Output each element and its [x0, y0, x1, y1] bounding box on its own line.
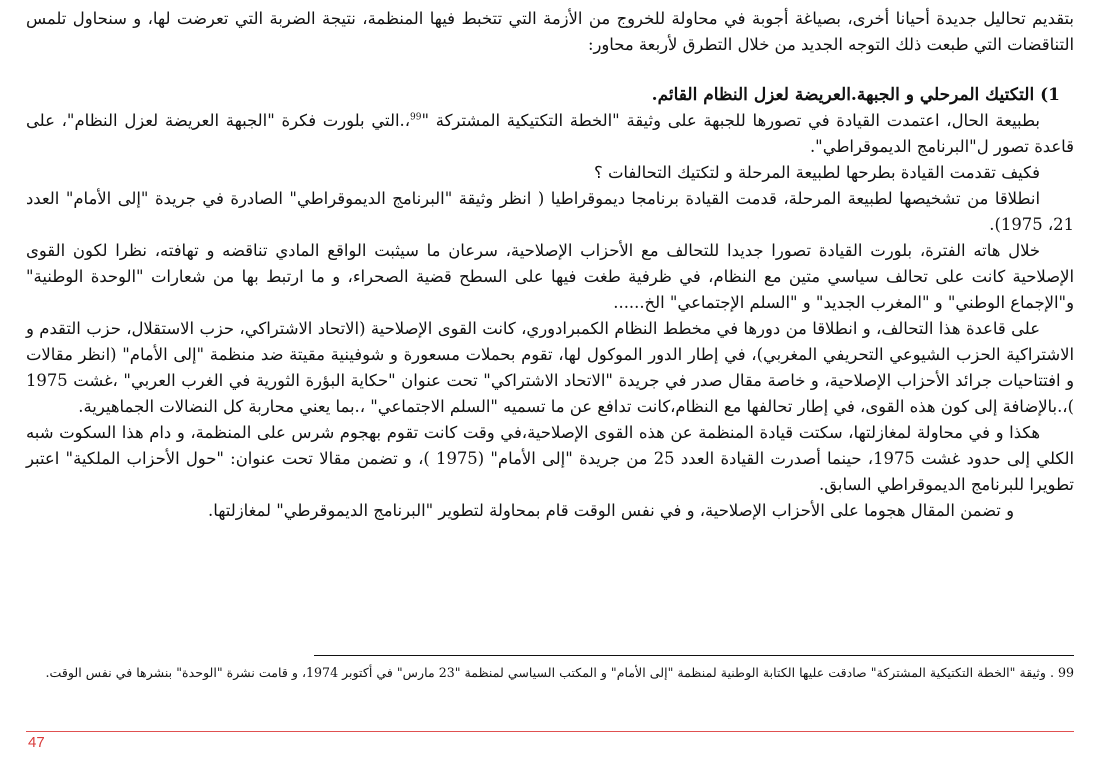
paragraph-strategy: [26, 108, 1074, 160]
footnote-99: 99 . وثيقة "الخطة التكتيكية المشتركة" صادقت عليها الكتابة الوطنية لمنظمة "إلى الأمام" و المكتب السياسي لمنظمة "23 مارس" في أكتوبر 1974، و قامت نشرة "الوحدة" بنشرها في نفس الوقت.: [45, 665, 1074, 680]
paragraph-reformist-forces: على قاعدة هذا التحالف، و انطلاقا من دورها في مخطط النظام الكمبرادوري، كانت القوى الإصلاحية (الاتحاد الاشتراكي، حزب الاستقلال، حزب التقدم و الاشتراكية الحزب الشيوعي التحريفي المغربي)، في إطار الدور الموكول لها، تقوم بحملات مسعورة و شوفينية مقيتة ضد منظمة "إلى الأمام" (انظر مقالات و افتتاحيات جرائد الأحزاب الإصلاحية، و خاصة مقال صدر في جريدة "الاتحاد الاشتراكي" تحت عنوان "حكاية البؤرة الثورية في الغرب العربي" ،غشت 1975 )،.بالإضافة إلى كون هذه القوى، في إطار تحالفها مع النظام،كانت تدافع عن ما تسميه "السلم الاجتماعي" ،.بما يعني محاربة كل النضالات الجماهيرية.: [26, 319, 1074, 416]
page-number: 47: [28, 734, 45, 751]
page-body: [26, 6, 1074, 524]
page-footer-rule: [26, 731, 1074, 732]
blank-line: [26, 58, 1074, 82]
paragraph-intro: بتقديم تحاليل جديدة أحيانا أخرى، بصياغة أجوبة في محاولة للخروج من الأزمة التي تتخبط فيها المنظمة، نتيجة الضربة التي تعرضت لها، و سنحاول تلمس التناقضات التي طبعت ذلك التوجه الجديد من خلال التطرق لأربعة محاور:: [26, 9, 1074, 54]
paragraph-question: فكيف تقدمت القيادة بطرحها لطبيعة المرحلة و لتكتيك التحالفات ؟: [594, 163, 1040, 182]
paragraph-strategy-end: ،.التي بلورت فكرة "الجبهة العريضة لعزل النظام"، على قاعدة تصور ل"البرنامج الديموقراطي".: [26, 111, 1074, 156]
paragraph-strategy-start: بطبيعة الحال، اعتمدت القيادة في تصورها للجبهة على وثيقة "الخطة التكتيكية المشتركة ": [421, 111, 1040, 130]
paragraph-alliance: خلال هاته الفترة، بلورت القيادة تصورا جديدا للتحالف مع الأحزاب الإصلاحية، سرعان ما سيثبت الواقع المادي تناقضه و تهافته، نظرا لكون القوى الإصلاحية كانت على تحالف سياسي متين مع النظام، في ظرفية طغت فيها على السطح قضية الصحراء، و ما ارتبط بها من شعارات "الوحدة الوطنية" و"الإجماع الوطني" و "المغرب الجديد" و "السلم الإجتماعي" الخ......: [26, 241, 1074, 312]
paragraph-silence: هكذا و في محاولة لمغازلتها، سكتت قيادة المنظمة عن هذه القوى الإصلاحية،في وقت كانت تقوم بهجوم شرس على المنظمة، و دام هذا السكوت شبه الكلي إلى حدود غشت 1975، حينما أصدرت القيادة العدد 25 من جريدة "إلى الأمام" (1975 )، و تضمن مقالا تحت عنوان: "حول الأحزاب الملكية" اعتبر تطويرا للبرنامج الديموقراطي السابق.: [26, 423, 1074, 494]
section-heading: 1) التكتيك المرحلي و الجبهة.العريضة لعزل النظام القائم.: [651, 85, 1060, 105]
paragraph-attack: و تضمن المقال هجوما على الأحزاب الإصلاحية، و في نفس الوقت قام بمحاولة لتطوير "البرنامج الديموقرطي" لمغازلتها.: [208, 501, 1014, 520]
footnote-separator: [314, 655, 1074, 656]
footnote-reference[interactable]: 99: [410, 112, 422, 123]
paragraph-program: انطلاقا من تشخيصها لطبيعة المرحلة، قدمت القيادة برنامجا ديموقراطيا ( انظر وثيقة "البرنامج الديموقراطي" الصادرة في جريدة "إلى الأمام" العدد 21، 1975).: [26, 189, 1074, 234]
